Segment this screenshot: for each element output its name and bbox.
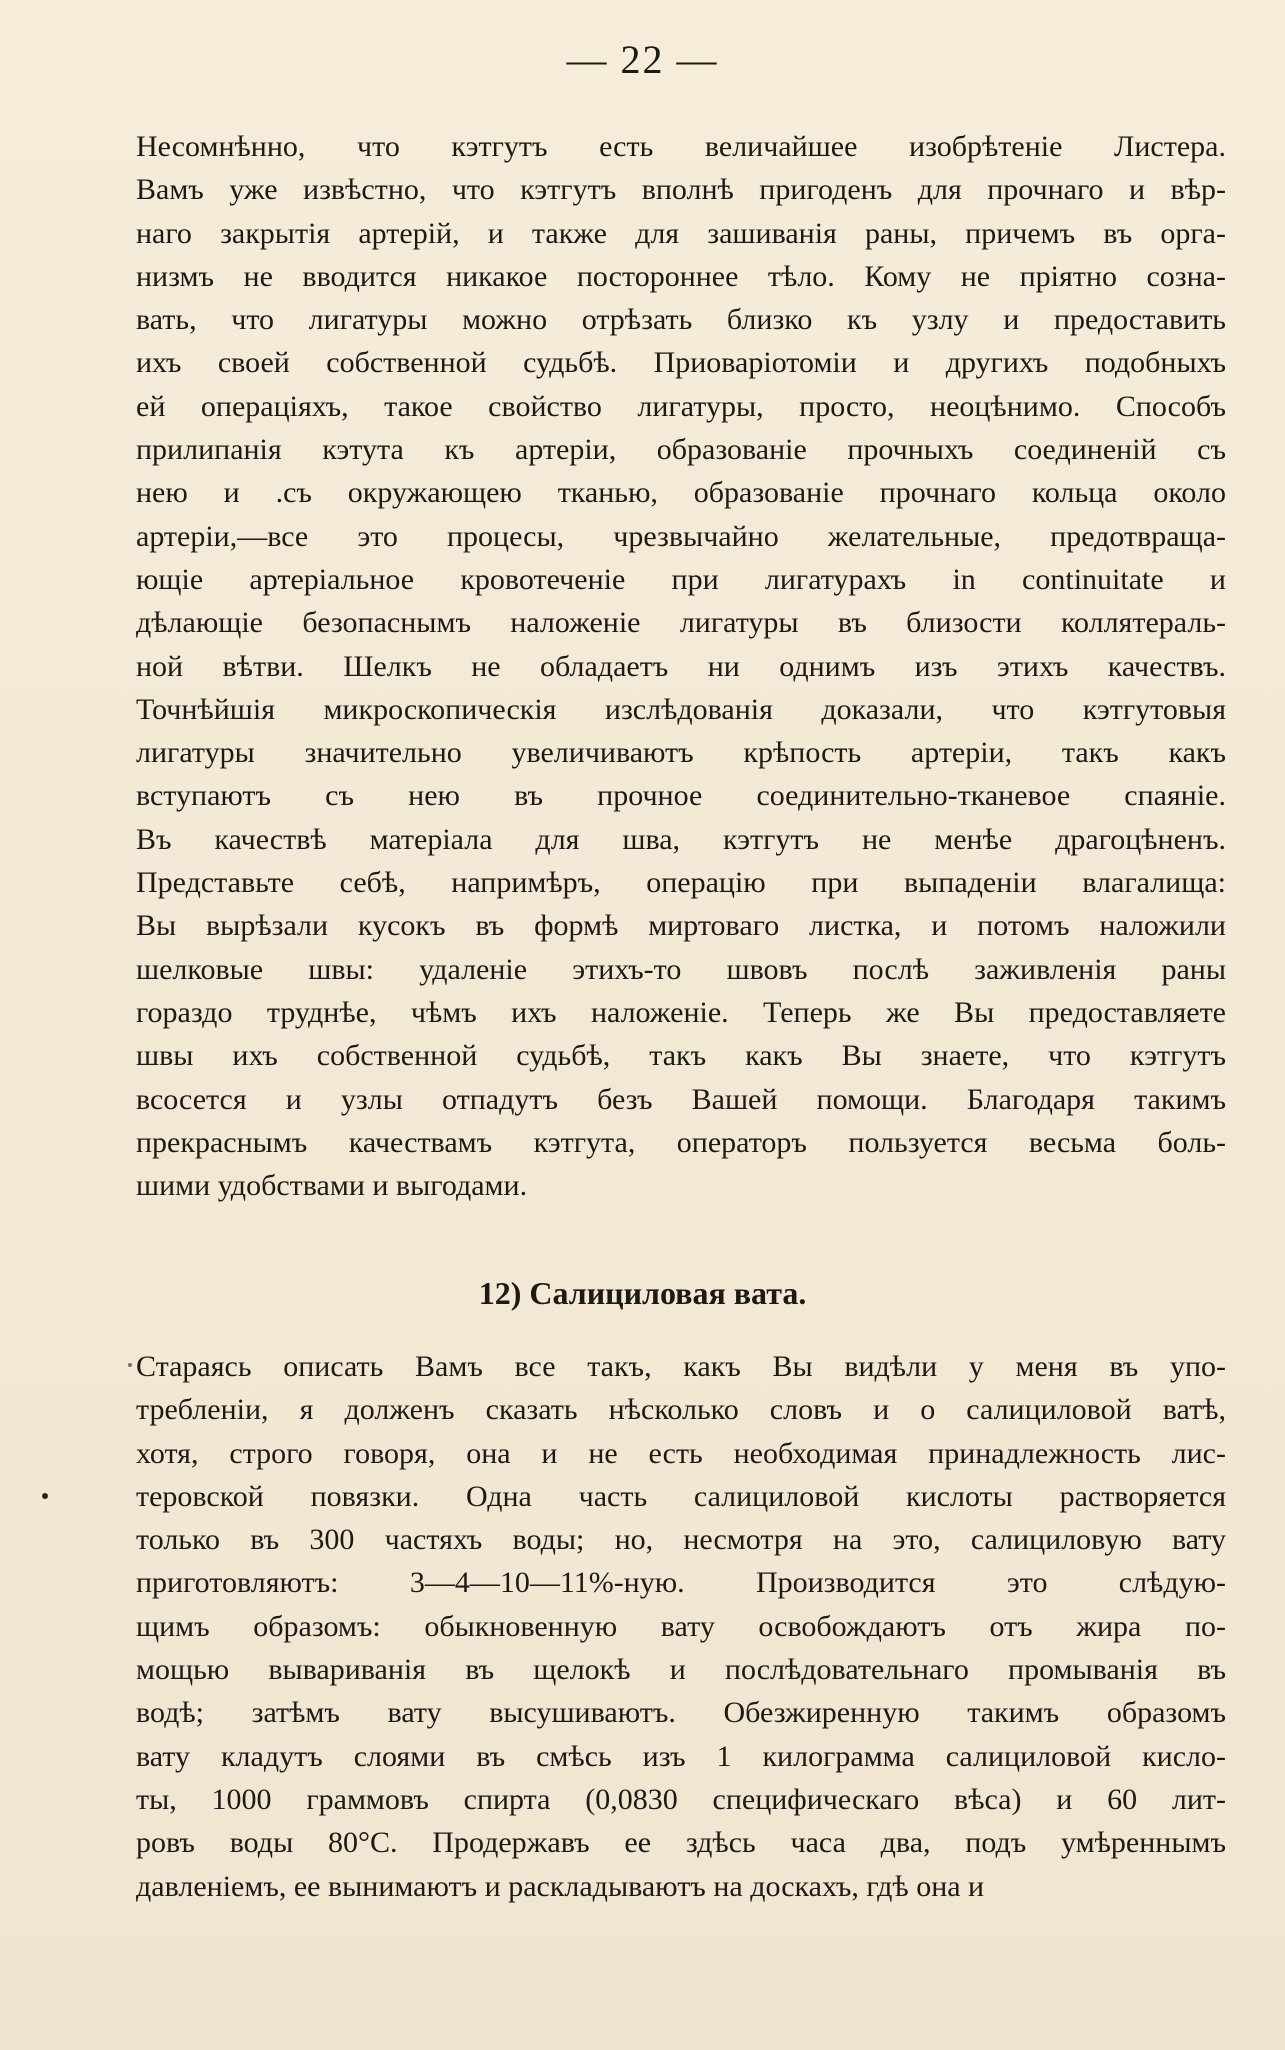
text-line: теровской повязки. Одна часть салициловой кислоты растворяется — [136, 1479, 1226, 1513]
ink-speck — [128, 1363, 132, 1367]
text-line: Вы вырѣзали кусокъ въ формѣ миртоваго листка, и потомъ наложили — [136, 909, 1226, 943]
text-line: Несомнѣнно, что кэтгутъ есть величайшее изобрѣтеніе Листера. — [136, 130, 1226, 163]
text-line: Точнѣйшія микроскопическія изслѣдованія доказали, что кэтгутовыя — [136, 692, 1226, 726]
text-line: приготовляютъ: 3—4—10—11%-ную. Производится это слѣдую- — [136, 1566, 1226, 1600]
paragraph-salicylic-cotton — [136, 1345, 1226, 1908]
text-line: ты, 1000 граммовъ спирта (0,0830 специфическаго вѣса) и 60 лит- — [136, 1782, 1226, 1816]
text-line: дѣлающіе безопаснымъ наложеніе лигатуры въ близости коллятераль- — [136, 606, 1226, 640]
text-line: Вамъ уже извѣстно, что кэтгутъ вполнѣ пригоденъ для прочнаго и вѣр- — [136, 173, 1226, 207]
text-line: гораздо труднѣе, чѣмъ ихъ наложеніе. Теперь же Вы предоставляете — [136, 995, 1226, 1029]
text-line: ей операціяхъ, такое свойство лигатуры, просто, неоцѣнимо. Способъ — [136, 389, 1226, 423]
text-line: прекраснымъ качествамъ кэтгута, операторъ пользуется весьма боль- — [136, 1125, 1226, 1159]
text-line: ющіе артеріальное кровотеченіе при лигатурахъ in continuitate и — [136, 562, 1226, 596]
text-line: наго закрытія артерій, и также для зашиванія раны, причемъ въ орга- — [136, 216, 1226, 250]
text-line: щимъ образомъ: обыкновенную вату освобождаютъ отъ жира по- — [136, 1609, 1226, 1643]
text-line: Въ качествѣ матеріала для шва, кэтгутъ не менѣе драгоцѣненъ. — [136, 822, 1226, 856]
text-line: шелковые швы: удаленіе этихъ-то швовъ послѣ заживленія раны — [136, 952, 1226, 986]
section-heading: 12) Салициловая вата. — [478, 1275, 807, 1311]
text-line: нею и .съ окружающею тканью, образованіе прочнаго кольца около — [136, 476, 1226, 510]
text-line: требленіи, я долженъ сказать нѣсколько словъ и о салициловой ватѣ, — [136, 1393, 1226, 1427]
page-number: — 22 — — [566, 37, 719, 82]
text-line: шими удобствами и выгодами. — [136, 1169, 528, 1203]
text-line: низмъ не вводится никакое постороннее тѣло. Кому не пріятно созна- — [136, 259, 1226, 293]
text-line: ихъ своей собственной судьбѣ. Приоваріотоміи и другихъ подобныхъ — [136, 346, 1226, 380]
text-line: швы ихъ собственной судьбѣ, такъ какъ Вы знаете, что кэтгутъ — [136, 1039, 1226, 1073]
text-line: всосется и узлы отпадутъ безъ Вашей помощи. Благодаря такимъ — [136, 1082, 1226, 1116]
text-line: прилипанія кэтута къ артеріи, образованіе прочныхъ соединеній съ — [136, 433, 1226, 467]
text-line: вступаютъ съ нею въ прочное соединительно-тканевое спаяніе. — [136, 779, 1226, 813]
text-line: давленіемъ, ее вынимаютъ и раскладываютъ на доскахъ, гдѣ она и — [136, 1869, 985, 1903]
paragraph-catgut — [136, 125, 1226, 1207]
text-line: вату кладутъ слоями въ смѣсь изъ 1 килограмма салициловой кисло- — [136, 1739, 1226, 1773]
text-line: водѣ; затѣмъ вату высушиваютъ. Обезжиренную такимъ образомъ — [136, 1696, 1226, 1730]
paragraph-text — [136, 125, 1226, 1207]
text-line: только въ 300 частяхъ воды; но, несмотря на это, салициловую вату — [136, 1523, 1226, 1557]
text-line: мощью вывариванія въ щелокѣ и послѣдовательнаго промыванія въ — [136, 1653, 1226, 1687]
text-line: ной вѣтви. Шелкъ не обладаетъ ни однимъ изъ этихъ качествъ. — [136, 649, 1226, 683]
ink-speck — [42, 1493, 48, 1499]
text-line: Стараясь описать Вамъ все такъ, какъ Вы видѣли у меня въ упо- — [136, 1350, 1226, 1383]
text-line: артеріи,—все это процесы, чрезвычайно желательные, предотвраща- — [136, 519, 1226, 553]
text-line: хотя, строго говоря, она и не есть необходимая принадлежность лис- — [136, 1436, 1226, 1470]
text-line: вать, что лигатуры можно отрѣзать близко къ узлу и предоставить — [136, 303, 1226, 337]
text-line: Представьте себѣ, напримѣръ, операцію при выпаденіи влагалища: — [136, 866, 1226, 900]
text-line: ровъ воды 80°С. Продержавъ ее здѣсь часа два, подъ умѣреннымъ — [136, 1826, 1226, 1860]
text-line: лигатуры значительно увеличиваютъ крѣпость артеріи, такъ какъ — [136, 736, 1226, 770]
paragraph-text — [136, 1345, 1226, 1908]
